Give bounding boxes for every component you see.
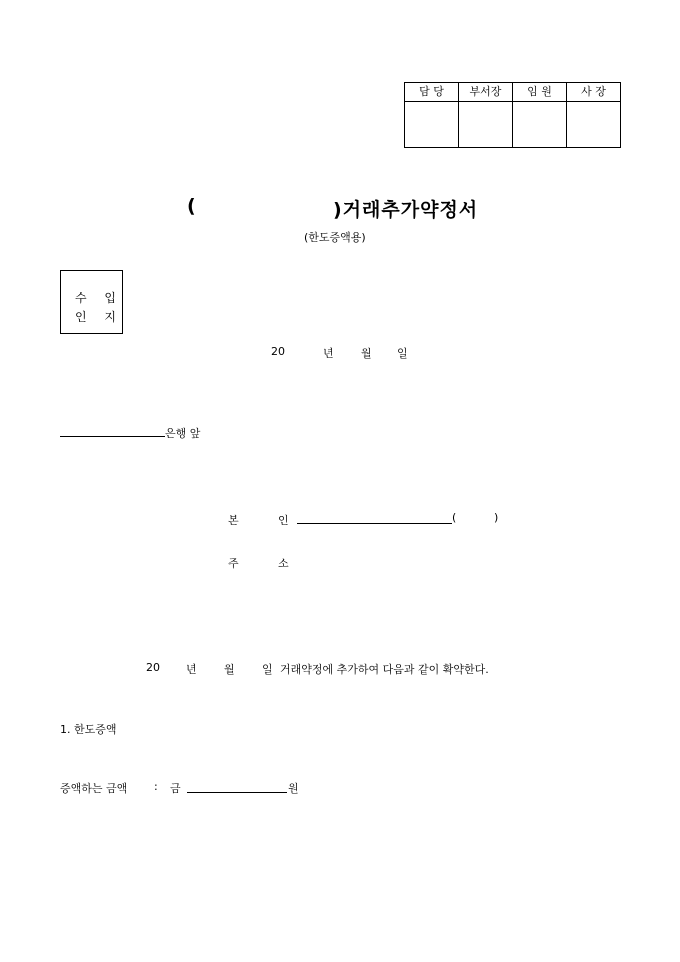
address-label-part1: 주 (228, 557, 239, 570)
principal-seal-paren-open: ( (452, 511, 457, 524)
principal-seal-paren-close: ) (494, 511, 499, 524)
increase-amount-label: 증액하는 금액 (60, 782, 128, 795)
date-day-label: 일 (397, 347, 408, 360)
increase-amount-won: 원 (288, 782, 299, 795)
approval-header-executive: 임 원 (513, 83, 567, 102)
stamp-label-row2: 인 지 (75, 310, 116, 324)
bank-addressee-label: 은행 앞 (165, 427, 201, 440)
approval-header-row (405, 83, 621, 102)
approval-header-dept-head: 부서장 (459, 83, 513, 102)
principal-label-part2: 인 (278, 514, 289, 527)
increase-amount-colon: : (154, 780, 158, 793)
section-heading-limit-increase: 1. 한도증액 (60, 723, 117, 736)
date-month-label: 월 (361, 347, 372, 360)
approval-table (404, 82, 621, 148)
approval-header-staff: 담 당 (405, 83, 459, 102)
stamp-label-row1: 수 입 (75, 291, 116, 305)
agreement-statement: 거래약정에 추가하여 다음과 같이 확약한다. (280, 663, 489, 676)
document-subtitle: (한도증액용) (304, 231, 366, 244)
document-title: )거래추가약정서 (333, 199, 479, 221)
date-year-prefix: 20 (271, 345, 285, 358)
approval-sign-dept-head (459, 102, 513, 148)
approval-sign-executive (513, 102, 567, 148)
approval-sign-staff (405, 102, 459, 148)
title-open-paren: ( (187, 195, 196, 217)
agreement-year-label: 년 (186, 663, 197, 676)
increase-amount-blank[interactable] (187, 792, 287, 793)
increase-amount-geum: 금 (170, 782, 181, 795)
approval-header-president: 사 장 (567, 83, 621, 102)
approval-sign-row (405, 102, 621, 148)
bank-name-blank[interactable] (60, 436, 165, 437)
agreement-month-label: 월 (224, 663, 235, 676)
revenue-stamp-box (60, 270, 123, 334)
approval-sign-president (567, 102, 621, 148)
agreement-year-prefix: 20 (146, 661, 160, 674)
address-label-part2: 소 (278, 557, 289, 570)
principal-name-blank[interactable] (297, 523, 452, 524)
agreement-day-label: 일 (262, 663, 273, 676)
principal-label-part1: 본 (228, 514, 239, 527)
date-year-label: 년 (323, 347, 334, 360)
